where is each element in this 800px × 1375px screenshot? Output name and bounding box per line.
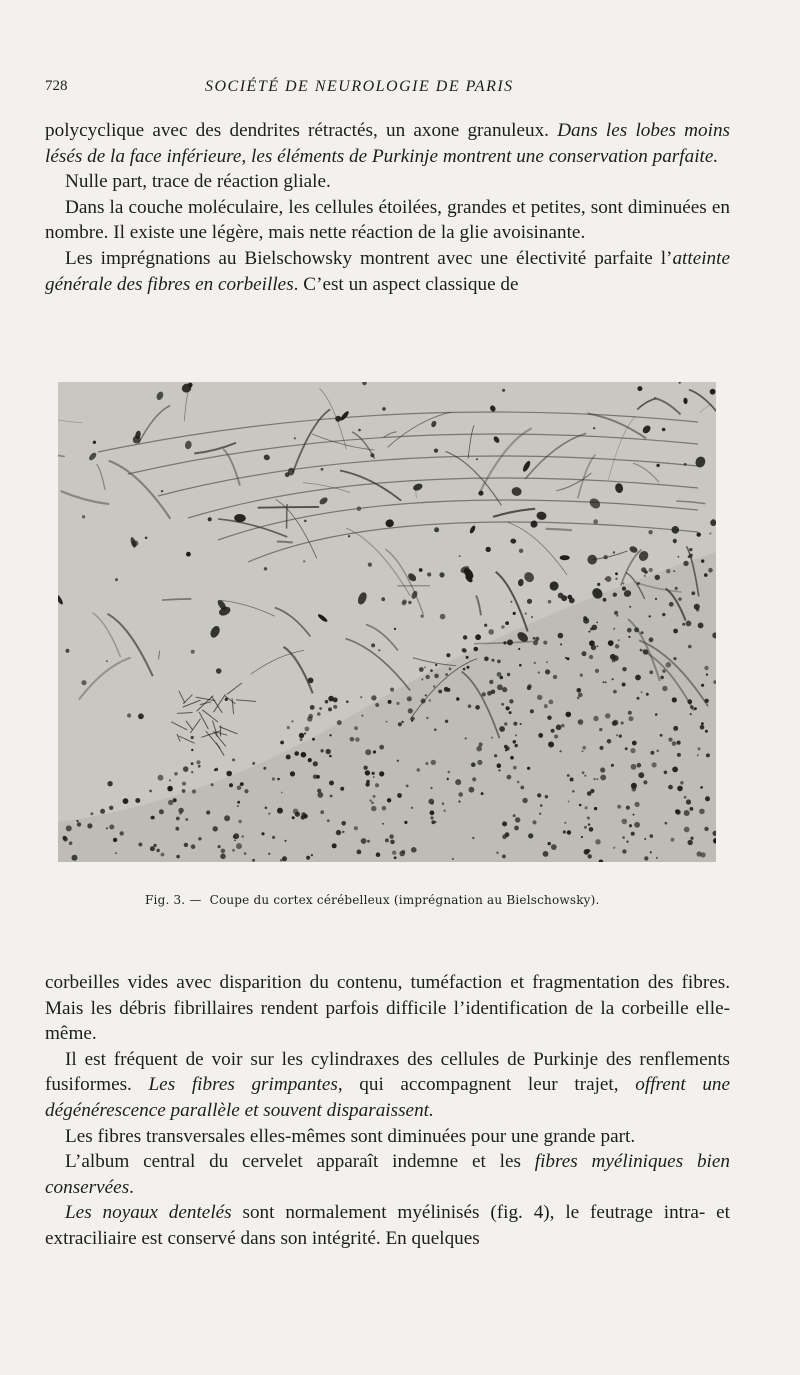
text-run: L’album central du cervelet apparaît indemne et les	[65, 1151, 535, 1173]
journal-title: SOCIÉTÉ DE NEUROLOGIE DE PARIS	[205, 78, 514, 95]
text-run: Les imprégnations au Bielschowsky montrent avec une électivité parfaite l’	[65, 247, 673, 269]
figure-caption	[145, 893, 645, 907]
text-run: .	[129, 1176, 134, 1198]
paragraph	[45, 195, 730, 246]
figure-caption-text: Coupe du cortex cérébelleux (imprégnation au Bielschowsky).	[209, 893, 600, 907]
text-run: Dans la couche moléculaire, les cellules étoilées, grandes et petites, sont diminuées en nombre. Il existe une légère, mais nette réaction de la glie avoisinante.	[45, 196, 730, 244]
text-run: . C’est un aspect classique de	[293, 273, 519, 295]
body-text-bottom	[45, 970, 730, 1252]
page-number: 728	[45, 78, 68, 94]
body-text-top	[45, 118, 730, 297]
cerebellar-cortex-micrograph	[58, 382, 716, 862]
text-run: Nulle part, trace de réaction gliale.	[65, 171, 331, 193]
paragraph	[45, 246, 730, 297]
paragraph	[45, 1124, 730, 1150]
text-run: corbeilles vides avec disparition du contenu, tuméfaction et fragmentation des fibres. Mais les débris fibrillaires rendent parfois difficile l’identification de la corbeille elle-même.	[45, 972, 730, 1045]
paragraph	[45, 169, 730, 195]
micrograph-figure	[58, 382, 716, 862]
text-run: , qui accompagnent leur trajet,	[337, 1074, 636, 1096]
italic-run: offrent une dégénérescence parallèle et souvent disparaissent.	[45, 1074, 731, 1121]
paragraph	[45, 1149, 730, 1200]
paragraph	[45, 1047, 730, 1124]
text-run: Il est fréquent de voir sur les cylindraxes des cellules de Purkinje des renflements fusiformes.	[45, 1048, 730, 1096]
running-head	[45, 78, 605, 100]
text-run: polycyclique avec des dendrites rétractés, un axone granuleux.	[45, 120, 558, 141]
italic-run: atteinte générale des fibres en corbeilles	[45, 247, 730, 295]
paragraph	[45, 1200, 730, 1251]
italic-run: Dans les lobes moins lésés de la face inférieure, les éléments de Purkinje montrent une conservation parfaite.	[45, 120, 731, 167]
figure-label: Fig. 3. —	[145, 893, 202, 907]
italic-run: Les fibres grimpantes	[148, 1074, 338, 1096]
text-run: sont normalement myélinisés (fig. 4), le feutrage intra- et extraciliaire est conservé dans son intégrité. En quelques	[45, 1202, 730, 1249]
paragraph	[45, 118, 730, 169]
paragraph	[45, 970, 730, 1047]
italic-run: fibres myéliniques bien conservées	[45, 1151, 730, 1198]
italic-run: Les noyaux dentelés	[65, 1202, 232, 1224]
text-run: Les fibres transversales elles-mêmes sont diminuées pour une grande part.	[65, 1125, 636, 1147]
